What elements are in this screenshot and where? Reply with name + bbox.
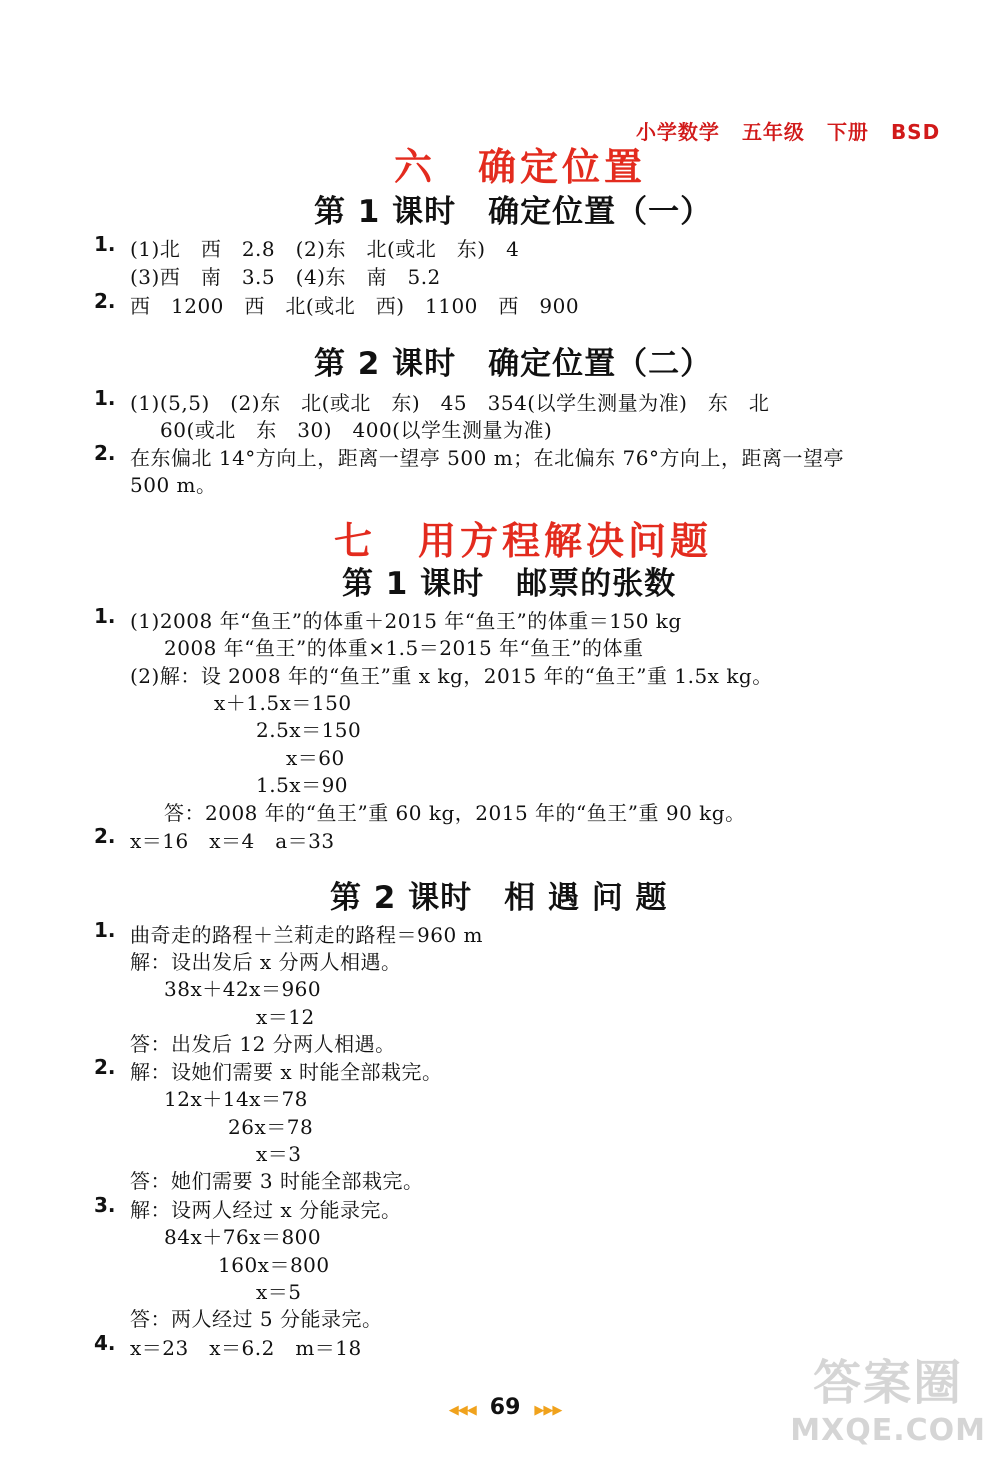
equation-line: 1.5x＝90	[256, 773, 349, 797]
right-arrows-icon: ▶▶▶	[534, 1403, 562, 1418]
header-grade: 五年级	[741, 120, 805, 144]
equation-line: 26x＝78	[228, 1115, 314, 1139]
question-number: 2.	[94, 289, 116, 313]
ch6-lesson2-title: 第 2 课时 确定位置（二）	[314, 346, 713, 382]
answer-line: (1)北 西 2.8 (2)东 北(或北 东) 4	[130, 237, 520, 261]
page-number: 69	[489, 1395, 521, 1420]
ch7-lesson1-title: 第 1 课时 邮票的张数	[342, 566, 677, 602]
ch7-lesson2-title: 第 2 课时 相 遇 问 题	[330, 880, 668, 916]
answer-line: 解：设两人经过 x 分能录完。	[130, 1198, 402, 1222]
question-number: 1.	[94, 232, 116, 256]
answer-line: 答：出发后 12 分两人相遇。	[130, 1032, 396, 1056]
question-number: 2.	[94, 1055, 116, 1079]
chapter-7-title: 七 用方程解决问题	[334, 519, 713, 563]
equation-line: x＝12	[256, 1005, 315, 1029]
ch6-lesson1-title: 第 1 课时 确定位置（一）	[314, 194, 713, 230]
question-number: 1.	[94, 918, 116, 942]
question-number: 3.	[94, 1193, 116, 1217]
header-edition: BSD	[890, 120, 941, 144]
answer-line: x＝16 x＝4 a＝33	[130, 829, 335, 853]
answer-line: 答：2008 年的“鱼王”重 60 kg，2015 年的“鱼王”重 90 kg。	[164, 801, 746, 825]
watermark-logo: 答案圈	[813, 1355, 964, 1411]
answer-line: 解：设她们需要 x 时能全部栽完。	[130, 1060, 443, 1084]
question-number: 4.	[94, 1331, 116, 1355]
answer-line: 在东偏北 14°方向上，距离一望亭 500 m；在北偏东 76°方向上，距离一望亭	[130, 446, 844, 470]
answer-line: 曲奇走的路程＋兰莉走的路程＝960 m	[130, 923, 483, 947]
header-volume: 下册	[826, 120, 869, 144]
chapter-6-title: 六 确定位置	[394, 145, 647, 189]
equation-line: 38x＋42x＝960	[164, 977, 322, 1001]
answer-line: 2008 年“鱼王”的体重×1.5＝2015 年“鱼王”的体重	[164, 636, 644, 660]
header-subject: 小学数学	[635, 120, 720, 144]
answer-line: 解：设出发后 x 分两人相遇。	[130, 950, 402, 974]
left-arrows-icon: ◀◀◀	[448, 1403, 476, 1418]
answer-line: 答：两人经过 5 分能录完。	[130, 1307, 383, 1331]
answer-line: 60(或北 东 30) 400(以学生测量为准)	[160, 418, 553, 442]
answer-line: 西 1200 西 北(或北 西) 1100 西 900	[130, 294, 580, 318]
equation-line: x＋1.5x＝150	[214, 691, 352, 715]
watermark-url: MXQE.COM	[790, 1413, 986, 1448]
answer-line: 500 m。	[130, 473, 217, 497]
equation-line: 2.5x＝150	[256, 718, 362, 742]
question-number: 1.	[94, 604, 116, 628]
answer-line: 答：她们需要 3 时能全部栽完。	[130, 1169, 424, 1193]
question-number: 1.	[94, 386, 116, 410]
question-number: 2.	[94, 824, 116, 848]
equation-line: 12x＋14x＝78	[164, 1087, 308, 1111]
equation-line: x＝5	[256, 1280, 302, 1304]
equation-line: x＝3	[256, 1142, 302, 1166]
book-header	[620, 92, 940, 145]
answer-line: (1)(5,5) (2)东 北(或北 东) 45 354(以学生测量为准) 东 北	[130, 391, 770, 415]
question-number: 2.	[94, 441, 116, 465]
answer-line: x＝23 x＝6.2 m＝18	[130, 1336, 362, 1360]
equation-line: x＝60	[286, 746, 345, 770]
equation-line: 84x＋76x＝800	[164, 1225, 322, 1249]
answer-line: (2)解：设 2008 年的“鱼王”重 x kg，2015 年的“鱼王”重 1.5x kg。	[130, 664, 773, 688]
answer-line: (1)2008 年“鱼王”的体重＋2015 年“鱼王”的体重＝150 kg	[130, 609, 682, 633]
answer-line: (3)西 南 3.5 (4)东 南 5.2	[130, 265, 441, 289]
equation-line: 160x＝800	[218, 1253, 330, 1277]
watermark	[790, 1344, 986, 1448]
